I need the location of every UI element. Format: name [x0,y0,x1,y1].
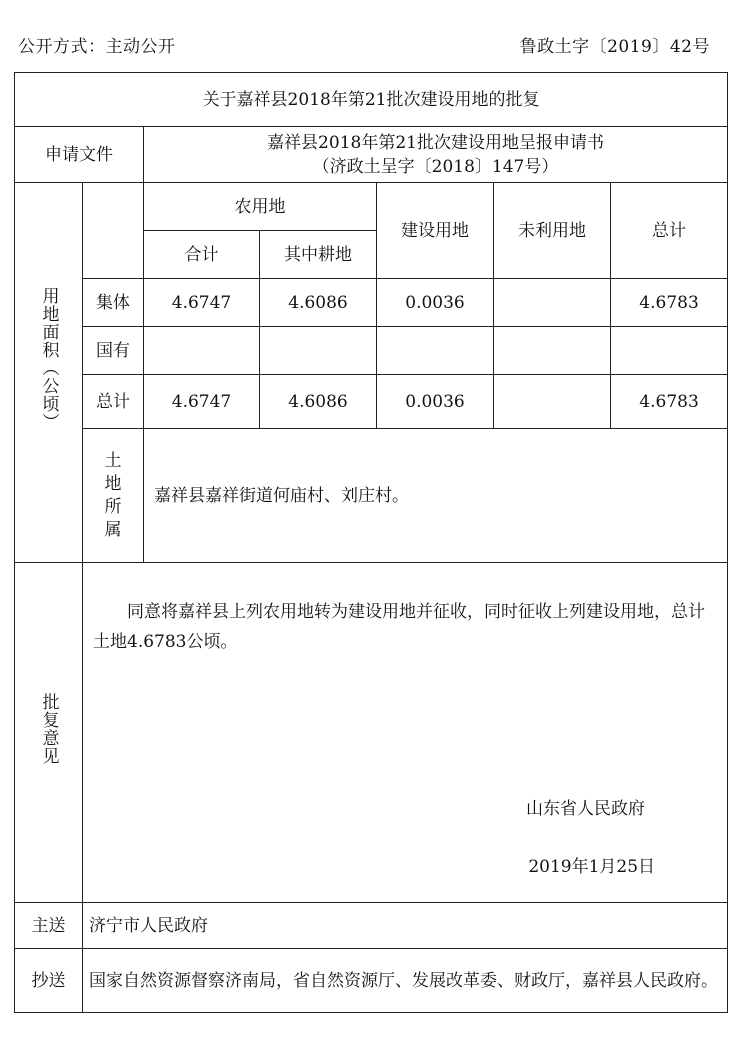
document-number: 鲁政土字〔2019〕42号 [519,37,710,57]
cell-subtotal: 4.6747 [144,279,260,327]
document-title: 关于嘉祥县2018年第21批次建设用地的批复 [15,73,728,127]
cell-total: 4.6783 [611,375,728,429]
approval-label-cell [15,563,83,903]
cultivated-header: 其中耕地 [260,231,377,279]
application-line-2: （济政土呈字〔2018〕147号） [312,156,559,177]
application-label: 申请文件 [15,127,144,183]
cell-cultivated [260,327,377,375]
unused-land-header: 未利用地 [494,183,611,279]
issuer: 山东省人民政府 [526,799,646,819]
cell-construction: 0.0036 [377,279,494,327]
cell-construction: 0.0036 [377,375,494,429]
cell-unused [494,375,611,429]
send-to-value: 济宁市人民政府 [83,903,728,949]
cell-unused [494,327,611,375]
copy-to-value: 国家自然资源督察济南局，省自然资源厅、发展改革委、财政厅，嘉祥县人民政府。 [83,949,728,1013]
disclosure-method: 公开方式：主动公开 [18,37,176,57]
table-row [15,327,728,375]
cell-cultivated: 4.6086 [260,279,377,327]
row-label: 集体 [83,279,144,327]
land-area-label: 用地面积（公顷） [38,287,59,431]
send-to-label: 主送 [15,903,83,949]
copy-to-label: 抄送 [15,949,83,1013]
approval-label: 批复意见 [38,693,59,765]
cell-subtotal [144,327,260,375]
approval-date: 2019年1月25日 [528,857,656,877]
ownership-label-cell [83,429,144,563]
row-label: 国有 [83,327,144,375]
table-row [15,375,728,429]
table-row [15,279,728,327]
cell-construction [377,327,494,375]
row-label: 总计 [83,375,144,429]
construction-land-header: 建设用地 [377,183,494,279]
approval-content [83,563,728,903]
ownership-label: 土地所属 [104,450,122,540]
total-header: 总计 [611,183,728,279]
cell-cultivated: 4.6086 [260,375,377,429]
approval-text: 同意将嘉祥县上列农用地转为建设用地并征收，同时征收上列建设用地，总计土地4.6783公顷。 [93,602,705,652]
cell-total [611,327,728,375]
application-document [144,127,728,183]
approval-document-table [14,72,728,1013]
application-line-1: 嘉祥县2018年第21批次建设用地呈报申请书 [267,132,604,153]
agri-land-header: 农用地 [144,183,377,231]
blank-header-cell [83,183,144,279]
land-area-label-cell [15,183,83,563]
subtotal-header: 合计 [144,231,260,279]
ownership-value: 嘉祥县嘉祥街道何庙村、刘庄村。 [144,429,728,563]
cell-unused [494,279,611,327]
cell-total: 4.6783 [611,279,728,327]
cell-subtotal: 4.6747 [144,375,260,429]
